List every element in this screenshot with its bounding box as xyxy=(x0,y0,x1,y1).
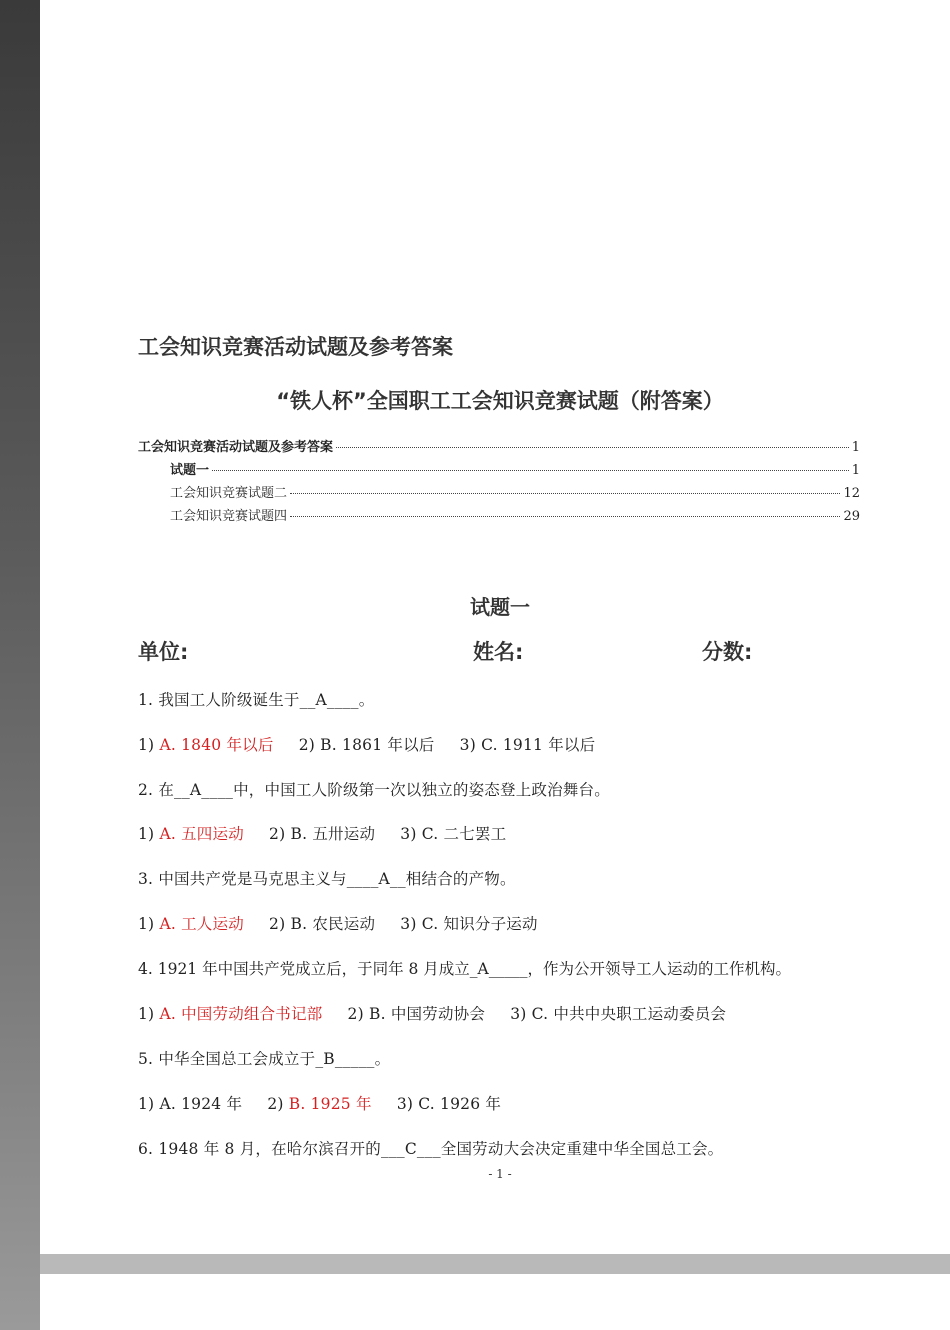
page-number: - 1 - xyxy=(488,1167,512,1181)
toc-entry-text: 工会知识竞赛试题二 xyxy=(170,486,288,501)
toc-entry[interactable] xyxy=(138,482,860,505)
page-separator xyxy=(40,1254,950,1274)
question-6: 6. 1948 年 8 月，在哈尔滨召开的___C___全国劳动大会决定重建中华全国总工会。 xyxy=(138,1140,724,1158)
question-1: 1. 我国工人阶级诞生于__A____。 xyxy=(138,691,375,709)
toc-entry[interactable] xyxy=(138,436,860,459)
option: 2) B. 农民运动 xyxy=(269,915,376,933)
option: 2) B. 1925 年 xyxy=(267,1095,372,1113)
question-5-options xyxy=(138,1092,521,1114)
name-label: 姓名: xyxy=(473,640,524,664)
option: 3) C. 1911 年以后 xyxy=(459,736,596,754)
toc-entry-text: 试题一 xyxy=(170,463,210,478)
toc-leader-dots xyxy=(290,493,840,494)
question-2: 2. 在__A____中，中国工人阶级第一次以独立的姿态登上政治舞台。 xyxy=(138,781,610,799)
question-2-options xyxy=(138,822,526,844)
score-label: 分数: xyxy=(702,640,753,664)
question-1-options xyxy=(138,733,615,755)
question-5: 5. 中华全国总工会成立于_B_____。 xyxy=(138,1050,391,1068)
section-title: 试题一 xyxy=(470,595,530,619)
toc-entry-text: 工会知识竞赛活动试题及参考答案 xyxy=(138,440,334,455)
option: 2) B. 1861 年以后 xyxy=(298,736,435,754)
option: 1) A. 工人运动 xyxy=(138,915,244,933)
toc-entry-page: 29 xyxy=(843,509,860,524)
toc-entry-page: 12 xyxy=(843,486,860,501)
option: 1) A. 中国劳动组合书记部 xyxy=(138,1005,323,1023)
correct-answer: A. 1840 年以后 xyxy=(159,736,274,754)
document-page xyxy=(40,0,950,1254)
option: 2) B. 中国劳动协会 xyxy=(347,1005,486,1023)
unit-label: 单位: xyxy=(138,640,189,664)
table-of-contents xyxy=(138,436,860,528)
question-4: 4. 1921 年中国共产党成立后，于同年 8 月成立_A_____，作为公开领导工人运动的工作机构。 xyxy=(138,960,792,978)
correct-answer: B. 1925 年 xyxy=(288,1095,372,1113)
correct-answer: A. 工人运动 xyxy=(159,915,244,933)
option: 3) C. 二七罢工 xyxy=(400,825,507,843)
toc-entry-page: 1 xyxy=(851,463,860,478)
option: 1) A. 1840 年以后 xyxy=(138,736,274,754)
option: 3) C. 1926 年 xyxy=(396,1095,502,1113)
toc-entry-text: 工会知识竞赛试题四 xyxy=(170,509,288,524)
toc-entry-page: 1 xyxy=(851,440,860,455)
option: 2) B. 五卅运动 xyxy=(269,825,376,843)
toc-leader-dots xyxy=(212,470,849,471)
correct-answer: A. 五四运动 xyxy=(159,825,244,843)
doc-title: 工会知识竞赛活动试题及参考答案 xyxy=(138,335,453,359)
toc-leader-dots xyxy=(290,516,840,517)
toc-entry[interactable] xyxy=(138,459,860,482)
doc-subtitle: “铁人杯”全国职工工会知识竞赛试题（附答案） xyxy=(276,389,724,413)
option: 3) C. 中共中央职工运动委员会 xyxy=(510,1005,727,1023)
question-3: 3. 中国共产党是马克思主义与____A__相结合的产物。 xyxy=(138,870,516,888)
left-gray-bar xyxy=(0,0,40,1330)
correct-answer: A. 中国劳动组合书记部 xyxy=(159,1005,323,1023)
question-4-options xyxy=(138,1002,746,1024)
toc-leader-dots xyxy=(336,447,849,448)
toc-entry[interactable] xyxy=(138,505,860,528)
option: 3) C. 知识分子运动 xyxy=(400,915,538,933)
option: 1) A. 五四运动 xyxy=(138,825,244,843)
option: 1) A. 1924 年 xyxy=(138,1095,243,1113)
question-3-options xyxy=(138,912,558,934)
